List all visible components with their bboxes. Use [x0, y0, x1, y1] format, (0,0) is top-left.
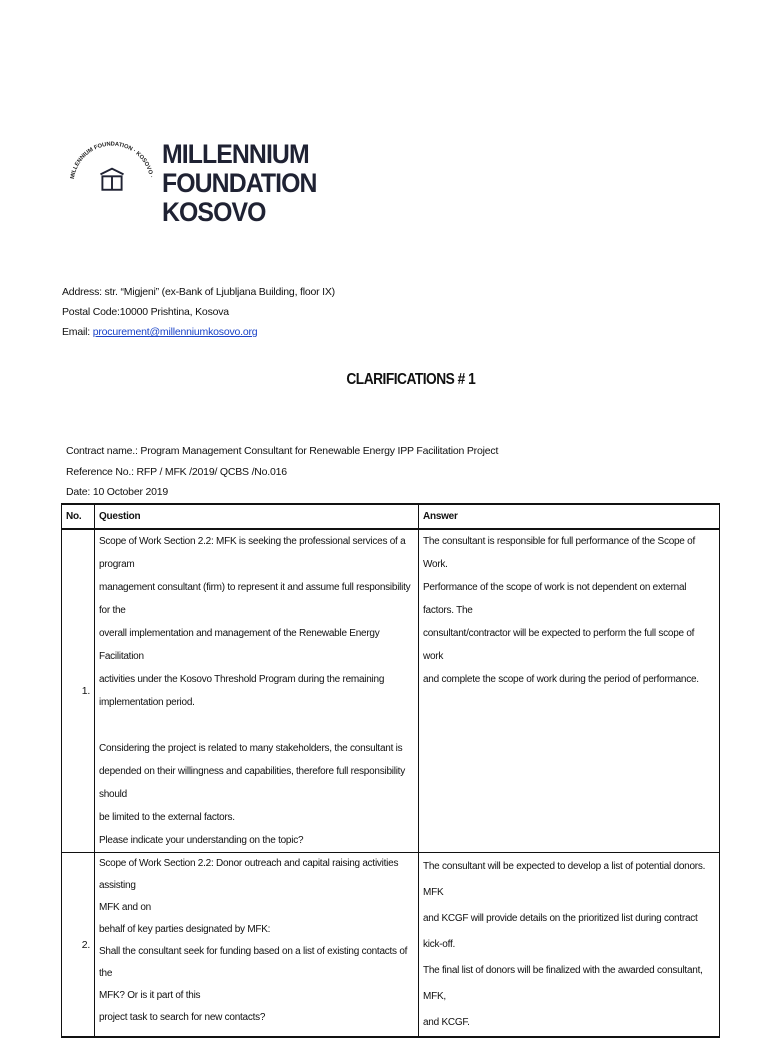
document-date: Date: 10 October 2019 [66, 486, 169, 498]
brand-name: MILLENNIUM FOUNDATION KOSOVO [162, 139, 317, 227]
question-cell: Scope of Work Section 2.2: MFK is seeking the professional services of a program management consultant (firm) to represent it and assume full responsibility for the overall implementation and management of the Renewable Energy Facilitation activities under the Kosovo Threshold Program during the remaining implementation period. Considering the project is related to many stakeholders, the consultant is depended on their willingness and capabilities, therefore full responsibility should be limited to the external factors. Please indicate your understanding on the topic? [95, 529, 419, 853]
postal-code-line: Postal Code:10000 Prishtina, Kosova [62, 306, 229, 318]
foundation-seal-icon [64, 134, 160, 234]
contract-name: Contract name.: Program Management Consultant for Renewable Energy IPP Facilitation Project [66, 445, 499, 457]
question-cell: Scope of Work Section 2.2: Donor outreach and capital raising activities assisting MFK and on behalf of key parties designated by MFK: Shall the consultant seek for funding based on a list of existing contacts of the MFK? Or is it part of this project task to search for new contacts? [95, 853, 419, 1038]
answer-cell: The consultant will be expected to develop a list of potential donors. MFK and KCGF will provide details on the prioritized list during contract kick-off. The final list of donors will be finalized with the awarded consultant, MFK, and KCGF. [419, 853, 720, 1038]
email-link[interactable]: procurement@millenniumkosovo.org [92, 326, 258, 338]
svg-text:MILLENNIUM FOUNDATION · KOSOVO: MILLENNIUM FOUNDATION · KOSOVO · [69, 141, 154, 180]
column-header-question: Question [95, 504, 419, 529]
column-header-no: No. [62, 504, 95, 529]
table-row [62, 529, 720, 853]
row-number: 2. [62, 853, 95, 1038]
table-row [62, 853, 720, 1038]
clarifications-table [61, 503, 720, 1038]
contract-meta [66, 441, 498, 503]
reference-number: Reference No.: RFP / MFK /2019/ QCBS /No.016 [66, 465, 287, 478]
logo [64, 134, 317, 234]
address-line: Address: str. “Migjeni” (ex-Bank of Ljubljana Building, floor IX) [62, 286, 335, 298]
page-title: CLARIFICATIONS # 1 [346, 371, 476, 388]
address-block [62, 282, 335, 342]
table-header-row [62, 504, 720, 529]
answer-cell: The consultant is responsible for full performance of the Scope of Work. Performance of the scope of work is not dependent on external factors. The consultant/contractor will be expected to perform the full scope of work and complete the scope of work during the period of performance. [419, 529, 720, 853]
column-header-answer: Answer [419, 504, 720, 529]
row-number: 1. [62, 529, 95, 853]
email-line: Email: procurement@millenniumkosovo.org [62, 326, 258, 338]
